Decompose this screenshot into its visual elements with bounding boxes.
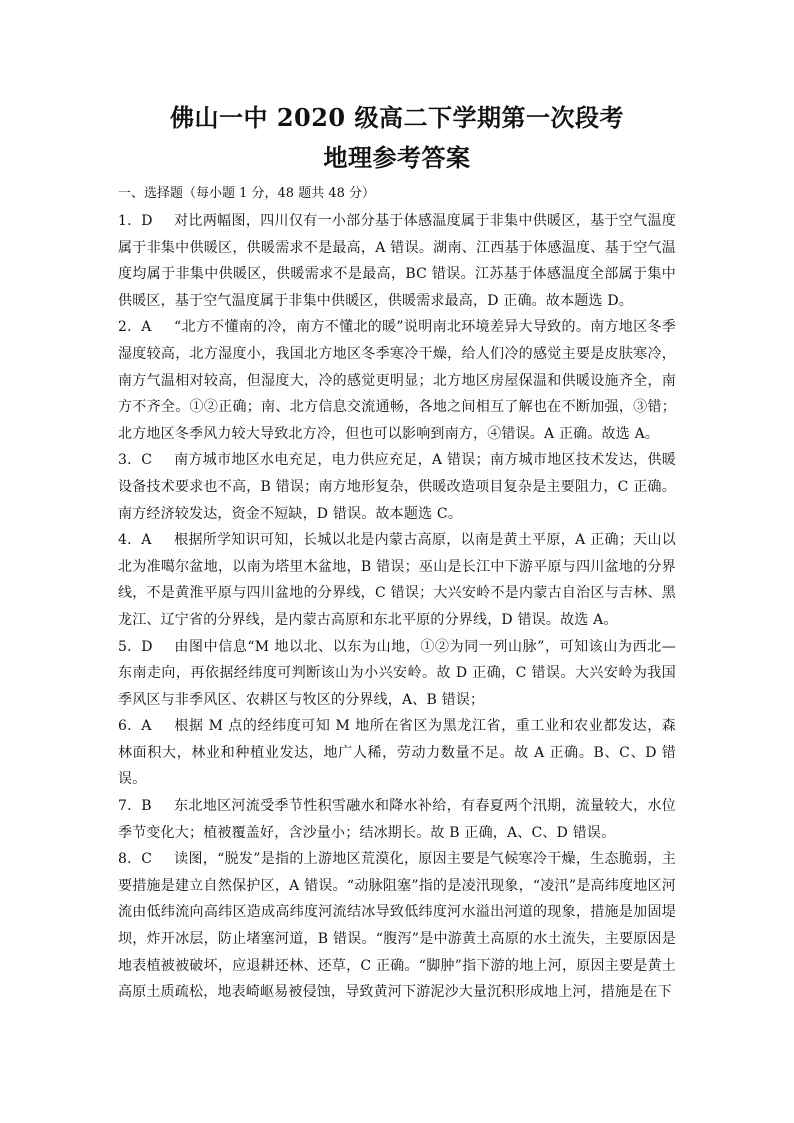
answer-number: 4．A: [118, 532, 152, 549]
answer-number: 2．A: [118, 319, 152, 336]
document-title: 佛山一中 2020 级高二下学期第一次段考: [169, 103, 624, 132]
answer-number: 6．A: [118, 718, 152, 735]
answer-item: [118, 713, 676, 793]
answer-explanation: 由图中信息“M 地以北、以东为山地，①②为同一列山脉”，可知该山为西北—东南走向，再依据经纬度可判断该山为小兴安岭。故 D 正确，C 错误。大兴安岭为我国季风区与非季风区、农耕区与牧区的分界线，A、B 错误；: [118, 638, 676, 708]
answer-number: 5．D: [118, 638, 153, 655]
question-list: [118, 208, 676, 1006]
answer-explanation: “北方不懂南的冷，南方不懂北的暖”说明南北环境差异大导致的。南方地区冬季湿度较高，北方湿度小，我国北方地区冬季寒冷干燥，给人们冷的感觉主要是皮肤寒冷，南方气温相对较高，但湿度大，冷的感觉更明显；北方地区房屋保温和供暖设施齐全，南方不齐全。①②正确；南、北方信息交流通畅，各地之间相互了解也在不断加强，③错；北方地区冬季风力较大导致北方冷，但也可以影响到南方，④错误。A 正确。故选 A。: [118, 319, 676, 442]
answer-number: 3．C: [118, 452, 153, 469]
answer-explanation: 对比两幅图，四川仅有一小部分基于体感温度属于非集中供暖区，基于空气温度属于非集中供暖区，供暖需求不是最高，A 错误。湖南、江西基于体感温度、基于空气温度均属于非集中供暖区，供暖需求不是最高，BC 错误。江苏基于体感温度全部属于集中供暖区，基于空气温度属于非集中供暖区，供暖需求最高，D 正确。故本题选 D。: [118, 213, 676, 309]
answer-item: [118, 527, 676, 633]
answer-item: [118, 634, 676, 714]
answer-number: 7．B: [118, 798, 152, 815]
answer-item: [118, 846, 676, 1006]
answer-item: [118, 793, 676, 846]
answer-item: [118, 208, 676, 314]
answer-explanation: 根据 M 点的经纬度可知 M 地所在省区为黑龙江省，重工业和农业都发达，森林面积大，林业和种植业发达，地广人稀，劳动力数量不足。故 A 正确。B、C、D 错误。: [118, 718, 676, 788]
answer-item: [118, 447, 676, 527]
answer-explanation: 南方城市地区水电充足，电力供应充足，A 错误；南方城市地区技术发达，供暖设备技术要求也不高，B 错误；南方地形复杂，供暖改造项目复杂是主要阻力，C 正确。南方经济较发达，资金不短缺，D 错误。故本题选 C。: [118, 452, 676, 522]
answer-explanation: 根据所学知识可知，长城以北是内蒙古高原，以南是黄土平原，A 正确；天山以北为准噶尔盆地，以南为塔里木盆地，B 错误；巫山是长江中下游平原与四川盆地的分界线，不是黄淮平原与四川盆地的分界线，C 错误；大兴安岭不是内蒙古自治区与吉林、黑龙江、辽宁省的分界线，是内蒙古高原和东北平原的分界线，D 错误。故选 A。: [118, 532, 676, 628]
answer-explanation: 读图，“脱发”是指的上游地区荒漠化，原因主要是气候寒冷干燥，生态脆弱，主要措施是建立自然保护区，A 错误。“动脉阻塞”指的是凌汛现象，“凌汛”是高纬度地区河流由低纬流向高纬区造成高纬度河流结冰导致低纬度河水溢出河道的现象，措施是加固堤坝，炸开冰层，防止堵塞河道，B 错误。“腹泻”是中游黄土高原的水土流失，主要原因是地表植被被破坏，应退耕还林、还草，C 正确。“脚肿”指下游的地上河，原因主要是黄土高原土质疏松，地表崎岖易被侵蚀，导致黄河下游泥沙大量沉积形成地上河，措施是在下: [118, 851, 676, 1001]
answer-number: 8．C: [118, 851, 153, 868]
answer-explanation: 东北地区河流受季节性积雪融水和降水补给，有春夏两个汛期，流量较大，水位季节变化大；植被覆盖好，含沙量小；结冰期长。故 B 正确，A、C、D 错误。: [118, 798, 676, 841]
section-header: 一、选择题（每小题 1 分，48 题共 48 分）: [118, 186, 376, 201]
answer-number: 1．D: [118, 213, 153, 229]
answer-item: [118, 314, 676, 447]
document-subtitle: 地理参考答案: [323, 143, 471, 172]
